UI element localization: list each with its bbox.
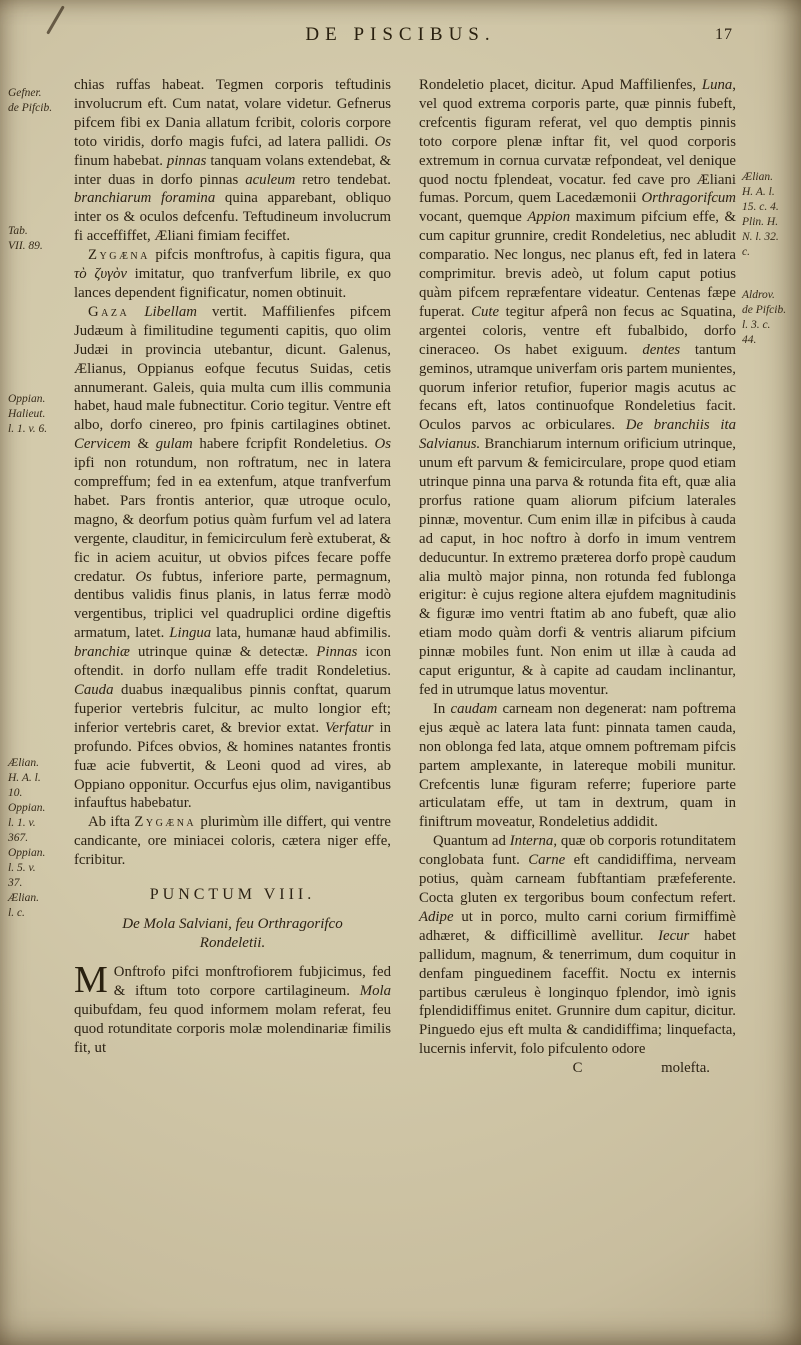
drop-cap: M	[74, 958, 108, 1001]
text-run: duabus inæqualibus pinnis conftat, quarum fuperior vertebris fulcitur, ac multo longior eft; inferior vertebris caret, & brevior extat.	[74, 682, 391, 736]
text-run: in profundo. Pifces obvios, & homines natantes frontis fuæ acie fubvertit, & Leoni quod ad vires, ab Oppiano opponitur. Occurfus ejus olim, navigantibus infauftus habebatur.	[74, 719, 391, 812]
paragraph	[419, 700, 736, 832]
page-header	[0, 24, 801, 46]
margin-note-line: Gefner.	[8, 87, 42, 99]
text-run: Gaza	[88, 303, 130, 320]
paragraph	[74, 813, 391, 870]
text-run: Libellam	[144, 303, 197, 320]
margin-note-line: Ælian.	[8, 757, 39, 769]
text-run: &	[130, 436, 156, 453]
margin-note-line: de Pifcib.	[742, 304, 787, 316]
margin-note	[8, 86, 72, 116]
text-run: In	[433, 700, 451, 717]
text-run: , quæ ob corporis rotunditatem conglobata funt.	[419, 833, 736, 869]
text-run: ut in porco, multo carni corium firmiffimè adhæret, & difficillimè avellitur.	[419, 908, 736, 944]
margin-note-line: Ælian.	[742, 171, 773, 183]
text-run: tanquam volans extendebat, & inter duas in dorfo pinnas	[74, 152, 391, 188]
text-run: Adipe	[419, 908, 454, 925]
left-column	[74, 76, 391, 1078]
section-subtitle	[100, 915, 365, 953]
text-run: utrinque quinæ & detectæ.	[129, 644, 317, 661]
text-run: imitatur, quo tranfverfum librile, ex quo lances dependent fignificatur, nomen obtinuit.	[74, 266, 391, 301]
text-run: τὸ ζυγὸν	[74, 266, 127, 283]
text-run: ipfi non rotundum, non roftratum, nec in latera compreffum; fed in ea extenfum, atque tranfverfum habet. Pars frontis anterior, quæ utroque oculo, magno, & deorfum potius quàm furfum vel ad latera vergente, clauditur, in femicirculum ferè extuberat, & fic in aciem acuitur, ut obvios pifces fecare poffe credatur.	[74, 455, 391, 585]
text-run: Verfatur	[325, 719, 374, 736]
text-run: vocant, quemque	[419, 209, 528, 226]
margin-note-line: l. 1. v.	[8, 817, 36, 829]
margin-note-line: l. c.	[8, 907, 25, 919]
text-run: Pinnas	[316, 644, 358, 661]
margin-note	[8, 392, 72, 437]
text-run: De branchiis ita Salvianus.	[419, 417, 736, 453]
text-run: eft candidiffima, nerveam potius, quàm carneam fubftantiam præfeferente. Cocta gluten ex tergoribus boum confectum refert.	[419, 852, 736, 906]
text-run: maximum pifcium effe, & cum capitur grunnire, credit Rondeletius, nec abludit comparatio. Nec longus, nec planus eft, fed in latera comprimitur. brevis adeò, ut folum caput potius quàm pifcem repræfentare videatur. Centenas fæpe fuperat.	[419, 209, 737, 320]
margin-note-line: H. A. l.	[8, 772, 41, 784]
text-run: Ab ifta	[88, 814, 135, 831]
text-run	[129, 304, 144, 320]
margin-note-line: Aldrov.	[742, 289, 775, 301]
text-run: chias ruffas habeat. Tegmen corporis teftudinis involucrum eft. Cum natat, volare videtur. Gefnerus pifcem fibi ex Dania allatum fcribit, coloris corpore toto viridis, dorfo magis fufci, ad latera pallidi.	[74, 77, 391, 150]
margin-note-line: l. 3. c.	[742, 319, 771, 331]
right-column	[419, 76, 736, 1078]
text-run: quibufdam, feu quod informem molam referat, feu quod rotunditate corporis molæ molendinariæ fimilis fit, ut	[74, 1001, 391, 1056]
text-run: pinnas	[166, 152, 207, 169]
text-run: habet pallidum, magnum, & tenerrimum, dum coquitur in denfam pinguedinem faceffit. Noctu ex internis partibus cæruleus è longinquo fplendor, imò ignis fplendidiffimus enitet. Grunnire dum capitur, dicitur. Pinguedo ejus eft multa & candidiffima; linquefacta, lucernis infervit, folo pifculento odore	[419, 927, 736, 1058]
text-run: icon oftendit. in dorfo nullam effe tradit Rondeletius.	[74, 644, 391, 680]
text-run: Cervicem	[74, 436, 131, 453]
margin-note	[742, 288, 801, 348]
text-run: Lingua	[169, 625, 212, 642]
text-run: , vel quod extrema corporis parte, quæ pinnis fubeft, crefcentis figuram referat, vel quo demptis pinnis toto corpore plenæ inftar fit, vel quod corporis extremum in cornua curvatæ refpondeat, vel denique quod noctu fplendeat, vocatur. fed cave pro Æliani fumas. Porcum, quem Lacedæmonii	[419, 77, 736, 207]
text-run: Os	[374, 133, 391, 150]
paragraph	[419, 76, 736, 700]
margin-note-line: 37.	[8, 877, 23, 889]
text-run: Interna	[509, 833, 554, 850]
margin-note	[742, 170, 801, 260]
text-run: Quantum ad	[433, 833, 510, 850]
margin-note-line: VII. 89.	[8, 240, 43, 252]
text-run: dentes	[642, 341, 681, 358]
catchword: molefta.	[661, 1060, 710, 1077]
text-run: Zygæna	[88, 247, 150, 264]
margin-note-line: l. 1. v. 6.	[8, 423, 48, 435]
text-run: aculeum	[245, 171, 296, 188]
text-run: Orthragorifcum	[641, 190, 736, 207]
margin-note-line: Oppian.	[8, 802, 46, 814]
text-columns	[74, 76, 736, 1078]
text-run: vertit. Maffilienfes pifcem Judæum à fimilitudine tegumenti capitis, quo olim Judæi in provincia utebantur, dicunt. Galenus, Ælianus, Oppianus eofque fecutus Suidas, cetis annumerant. Galeis, quia multa cum illis communia habet, haud male fubnectitur. Corio tegitur. Ventre eft albo, dorfo cinereo, pro fpinis cartilagines obtinet.	[74, 303, 391, 434]
text-run: Os	[374, 436, 391, 453]
text-run: tantum geminos, utramque univerfam oris partem munientes, quorum inferior retufior, fuperior magis acutus ac fecans eft, latos continuofque Rondeletius facit. Oculos parvos ac orbiculares.	[419, 341, 737, 434]
text-run: De Mola Salviani, feu Orthragorifco Rondeletii.	[122, 915, 343, 951]
paragraph	[74, 958, 391, 1058]
margin-note-line: Ælian.	[8, 892, 39, 904]
margin-note-line: Oppian.	[8, 393, 46, 405]
text-run: Mola	[359, 982, 391, 999]
text-run: Branchiarum internum orificium utrinque, unum eft parvum & femicirculare, prope quod etiam utrinque pinna una parva & rotunda fita eft, quæ alia prorfus ratione quam aliorum pifcium laterales pinnæ, moventur. Cum enim illæ in pifcibus à cauda ad caput, in hoc noftro à dorfo in imum ventrem deducuntur. In extremo præterea dorfo propè caudum alia multò major pinna, non rotunda fed fublonga erigitur: è cujus regione altera ejufdem magnitudinis & figuræ imo ventri ftatim ab ano fubeft, quæ alio etiam modo quàm dorfi & ventris aliarum pifcium pinnæ mobiles funt. Non enim ut illæ à cauda ad caput eriguntur, & à capite ad caudam inclinantur, fed in utrumque latus moventur.	[419, 436, 736, 698]
margin-note-line: 367.	[8, 832, 29, 844]
page-title: DE PISCIBUS.	[305, 24, 496, 45]
text-run: Iecur	[658, 927, 690, 944]
text-run: quina apparebant, obliquo inter os & oculos defcenfu. Teftudineum involucrum fi acceffiffet, Æliani fimiam feciffet.	[74, 190, 391, 245]
text-run: tegitur afperâ non fecus ac Squatina, argentei coloris, ventre eft fubalbido, dorfo cineraceo. Os habet exiguum.	[419, 303, 737, 358]
text-run: Cute	[471, 303, 500, 320]
text-run: carneam non degenerat: nam poftrema ejus æquè ac latera lata funt: pinnata tamen cauda, non oblonga fed lata, atque omnem poftremam pifcis partem amplexante, in latereque mobili munitur. Crefcentis lunæ figuram referre; fuperiore parte articulatam effe, ut tam in dextrum, quam in finiftrum moveatur, Rondeletius addidit.	[419, 700, 736, 831]
margin-note-line: N. l. 32.	[742, 231, 779, 243]
text-run: fubtus, inferiore parte, permagnum, dentibus validis finus planis, in latus ferræ modò vergentibus, triplici vel quadruplici ordine digeftis armatum, latet.	[74, 568, 391, 642]
margin-note-line: Halieut.	[8, 408, 46, 420]
text-run: lata, humanæ haud abfimilis.	[211, 625, 391, 642]
text-run: Cauda	[74, 682, 114, 698]
paragraph	[74, 76, 391, 246]
page-number: 17	[715, 26, 733, 43]
margin-note-line: Tab.	[8, 225, 28, 237]
margin-note-line: 10.	[8, 787, 23, 799]
margin-note-line: Oppian.	[8, 847, 46, 859]
signature-mark: C	[572, 1060, 583, 1077]
signature-line	[419, 1059, 736, 1078]
margin-note-line: H. A. l.	[742, 186, 775, 198]
margin-note-line: Plin. H.	[742, 216, 779, 228]
text-run: plurimùm ille differt, qui ventre candicante, ore miniacei coloris, cætera niger effe, fcribitur.	[74, 814, 391, 869]
paragraph	[419, 832, 736, 1059]
margin-note-line: c.	[742, 246, 750, 258]
text-run: Carne	[528, 852, 566, 869]
text-run: Onftrofo pifci monftrofiorem fubjicimus, fed & iftum toto corpore cartilagineum.	[113, 963, 391, 999]
margin-note-line: l. 5. v.	[8, 862, 36, 874]
text-run: Zygæna	[134, 814, 197, 831]
text-run: Luna	[701, 77, 733, 93]
text-run: finum habebat.	[74, 152, 167, 169]
text-run: branchiarum foramina	[74, 190, 216, 207]
text-run: pifcis monftrofus, à capitis figura, qua	[149, 247, 391, 264]
paragraph	[74, 246, 391, 303]
text-run: retro tendebat.	[295, 171, 391, 188]
text-run: Os	[135, 568, 152, 585]
text-run: branchiæ	[74, 644, 130, 661]
section-heading: PUNCTUM VIII.	[149, 886, 316, 904]
margin-note-line: 15. c. 4.	[742, 201, 779, 213]
paragraph	[74, 303, 391, 813]
margin-note	[8, 756, 72, 921]
text-run: gulam	[155, 436, 193, 453]
text-run: Rondeletio placet, dicitur. Apud Maffilienfes,	[419, 77, 702, 93]
text-run: caudam	[450, 700, 498, 717]
margin-note-line: 44.	[742, 334, 757, 346]
margin-note	[8, 224, 72, 254]
text-run: Appion	[527, 209, 571, 226]
text-run: habere fcripfit Rondeletius.	[192, 436, 375, 453]
margin-note-line: de Pifcib.	[8, 102, 53, 114]
